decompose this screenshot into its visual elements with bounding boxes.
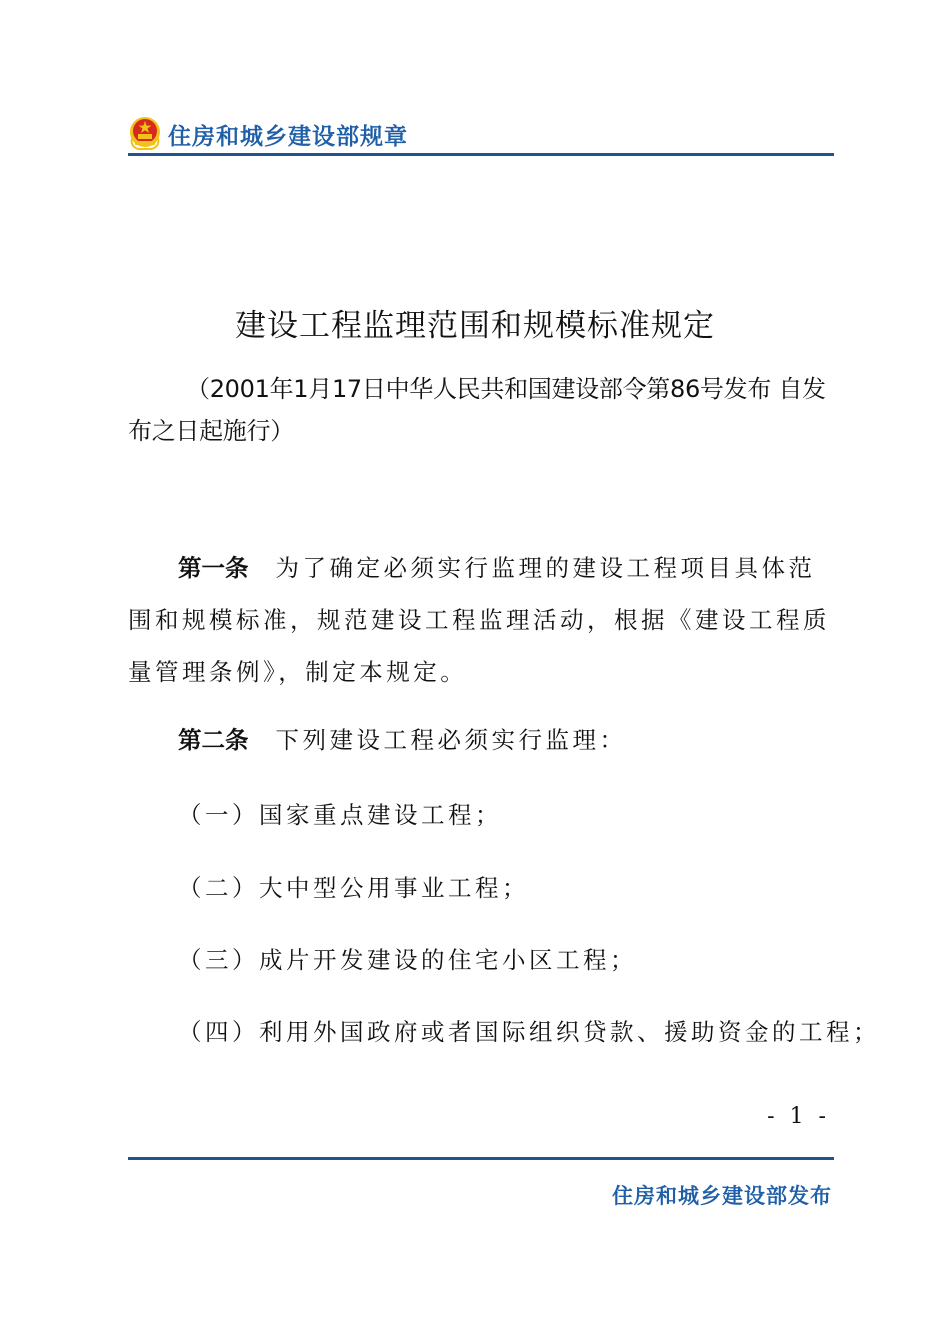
header-title: 住房和城乡建设部规章 [168, 124, 408, 150]
footer-divider [128, 1157, 834, 1160]
article-1-label: 第一条 [178, 554, 249, 582]
article-2-label: 第二条 [178, 726, 249, 754]
list-item-4: （四）利用外国政府或者国际组织贷款、援助资金的工程； [178, 1018, 880, 1046]
document-subtitle: （2001年1月17日中华人民共和国建设部令第86号发布 自发布之日起施行） [128, 375, 826, 445]
article-1 [128, 542, 840, 698]
list-item-3: （三）成片开发建设的住宅小区工程； [178, 946, 637, 974]
article-2-text: 下列建设工程必须实行监理： [275, 726, 627, 754]
article-2 [128, 714, 840, 766]
document-title: 建设工程监理范围和规模标准规定 [235, 308, 715, 344]
page-header [128, 112, 834, 156]
footer-publisher: 住房和城乡建设部发布 [612, 1184, 832, 1208]
list-item-1: （一）国家重点建设工程； [178, 801, 502, 829]
page-number: - 1 - [767, 1104, 830, 1129]
national-emblem-icon [128, 116, 162, 152]
header-divider [128, 153, 834, 156]
article-1-text: 为了确定必须实行监理的建设工程项目具体范围和规模标准，规范建设工程监理活动，根据《建设工程质量管理条例》，制定本规定。 [128, 554, 830, 686]
list-item-2: （二）大中型公用事业工程； [178, 874, 529, 902]
